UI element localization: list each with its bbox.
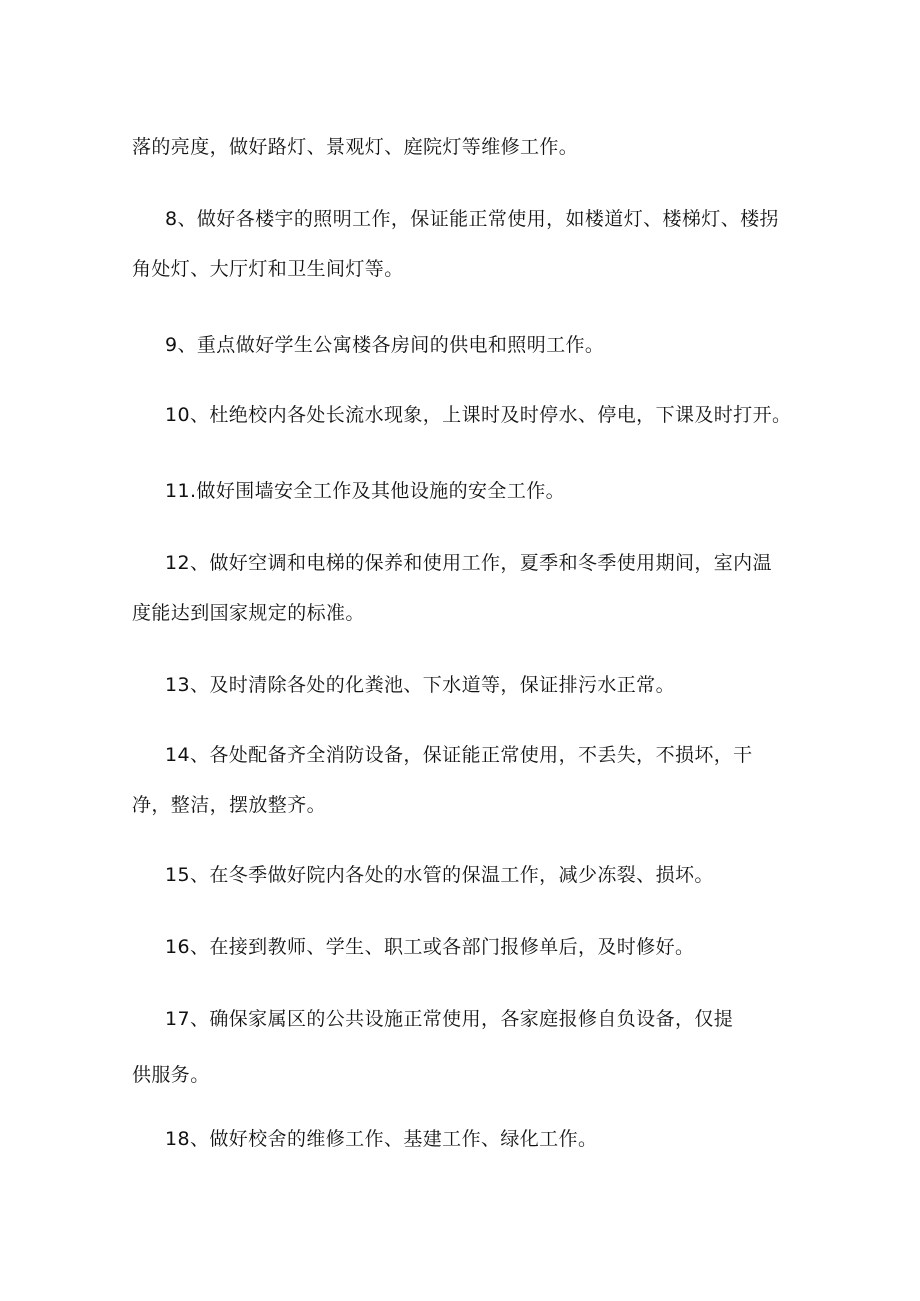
text-line: 18、做好校舍的维修工作、基建工作、绿化工作。 [165, 1128, 598, 1150]
text-line: 度能达到国家规定的标准。 [132, 602, 365, 624]
text-line: 角处灯、大厅灯和卫生间灯等。 [132, 258, 404, 280]
text-line: 13、及时清除各处的化粪池、下水道等，保证排污水正常。 [165, 674, 675, 696]
text-line: 8、做好各楼宇的照明工作，保证能正常使用，如楼道灯、楼梯灯、楼拐 [165, 208, 779, 230]
text-line: 12、做好空调和电梯的保养和使用工作，夏季和冬季使用期间，室内温 [165, 552, 772, 574]
text-line: 15、在冬季做好院内各处的水管的保温工作，减少冻裂、损坏。 [165, 864, 714, 886]
text-line: 净，整洁，摆放整齐。 [132, 794, 327, 816]
text-line: 11.做好围墙安全工作及其他设施的安全工作。 [165, 480, 566, 502]
text-line: 9、重点做好学生公寓楼各房间的供电和照明工作。 [165, 334, 605, 356]
text-line: 14、各处配备齐全消防设备，保证能正常使用，不丢失，不损坏，干 [165, 744, 753, 766]
text-line: 落的亮度，做好路灯、景观灯、庭院灯等维修工作。 [132, 136, 579, 158]
text-line: 16、在接到教师、学生、职工或各部门报修单后，及时修好。 [165, 936, 695, 958]
text-line: 17、确保家属区的公共设施正常使用，各家庭报修自负设备，仅提 [165, 1008, 734, 1030]
text-line: 10、杜绝校内各处长流水现象，上课时及时停水、停电，下课及时打开。 [165, 404, 792, 426]
text-line: 供服务。 [132, 1064, 210, 1086]
